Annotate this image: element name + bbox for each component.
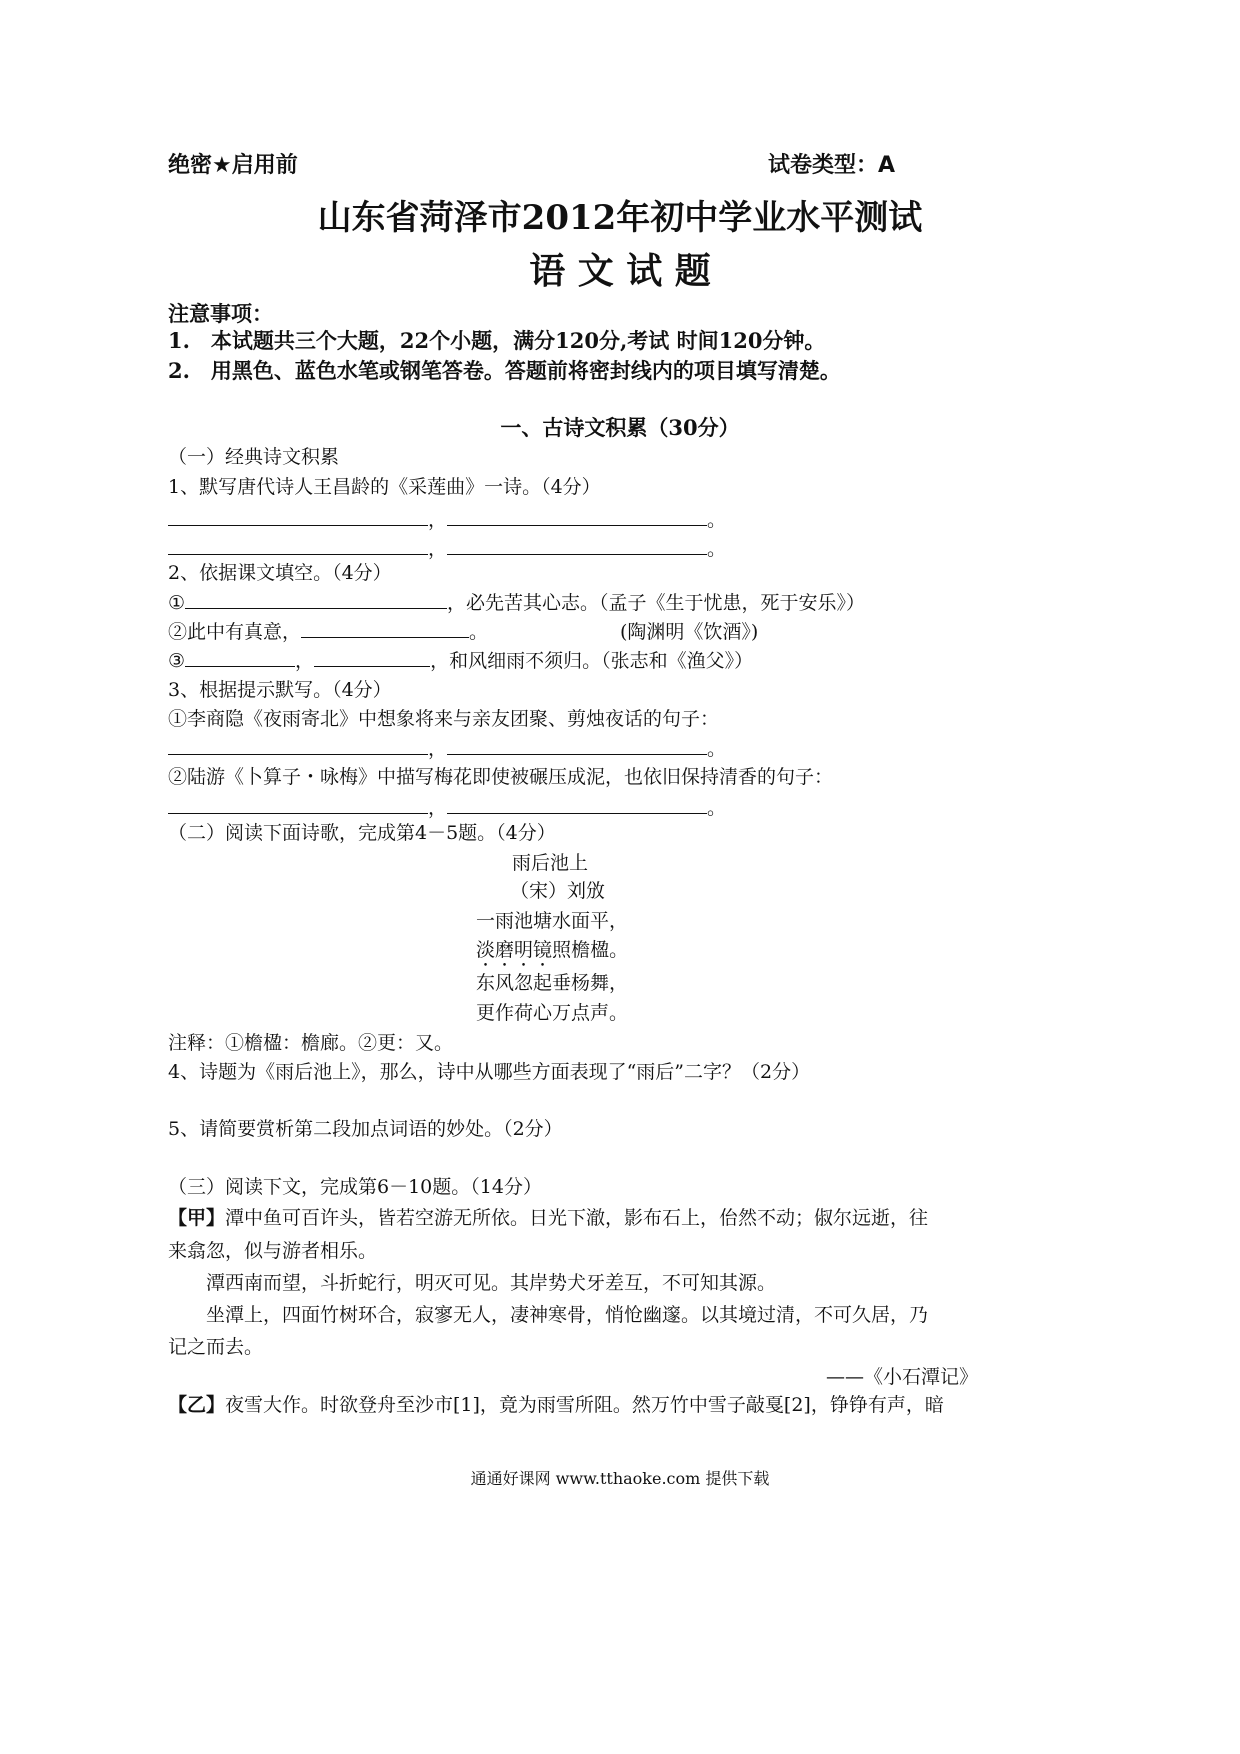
period: 。 [707, 738, 727, 760]
dotted-char: 明 [514, 939, 534, 961]
notice-item-1: 1. 本试题共三个大题，22个小题，满分120分,考试 时间120分钟。 [168, 328, 826, 353]
passage-text: 坐潭上，四面竹树环合，寂寥无人，凄神寒骨，悄怆幽邃。以其境过清，不可久居，乃 [206, 1304, 929, 1326]
notice-heading: 注意事项： [168, 301, 273, 326]
blank [185, 590, 447, 609]
question-3-item-1: ①李商隐《夜雨寄北》中想象将来与亲友团聚、剪烛夜话的句子： [168, 708, 720, 730]
blank [301, 619, 469, 638]
comma: ， [428, 538, 448, 560]
poem-line: 一雨池塘水面平， [476, 910, 629, 932]
blank [168, 507, 428, 526]
poem-line: 更作荷心万点声。 [476, 1002, 629, 1024]
passage-text: 潭中鱼可百许头，皆若空游无所依。日光下澈，影布石上，佁然不动；俶尔远逝，往 [225, 1207, 929, 1229]
comma: ， [428, 509, 448, 531]
poem-line: 东风忽起垂杨舞， [476, 972, 629, 994]
blank [447, 507, 707, 526]
item-number: ③ [168, 650, 186, 672]
section-heading: 一、古诗文积累（30分） [500, 415, 740, 440]
comma: ， [295, 650, 315, 672]
passage-source: ——《小石潭记》 [826, 1366, 979, 1388]
comma: ， [428, 738, 448, 760]
passage-yi-line [168, 1390, 944, 1417]
question-2: 2、依据课文填空。（4分） [168, 562, 392, 584]
blank [447, 536, 707, 555]
comma: ， [428, 797, 448, 819]
item-text: ，必先苦其心志。（孟子《生于忧患，死于安乐》） [447, 592, 866, 614]
question-2-item-2-source: (陶渊明《饮酒》) [620, 621, 759, 643]
item-number: ① [168, 592, 186, 614]
blank [185, 648, 295, 667]
poem-line-rest: 照檐楹。 [552, 939, 629, 961]
blank [168, 536, 428, 555]
passage-label-jia: 【甲】 [168, 1207, 226, 1229]
item-text: ②此中有真意， [168, 621, 302, 643]
question-4: 4、诗题为《雨后池上》，那么，诗中从哪些方面表现了“雨后”二字？（2分） [168, 1061, 811, 1083]
passage-label-yi: 【乙】 [168, 1394, 226, 1416]
question-2-item-2 [168, 617, 488, 644]
passage-text: 潭西南而望，斗折蛇行，明灭可见。其岸势犬牙差互，不可知其源。 [206, 1272, 777, 1294]
poem-line-dotted [476, 935, 628, 962]
item-text: ，和风细雨不须归。（张志和《渔父》） [430, 650, 754, 672]
answer-line [168, 734, 726, 761]
question-1: 1、默写唐代诗人王昌龄的《采莲曲》一诗。（4分） [168, 476, 601, 498]
answer-line [168, 505, 726, 532]
answer-line [168, 793, 726, 820]
question-3-item-2: ②陆游《卜算子・咏梅》中描写梅花即使被碾压成泥，也依旧保持清香的句子： [168, 766, 834, 788]
passage-text: 记之而去。 [168, 1336, 264, 1358]
part-heading: （三）阅读下文，完成第6－10题。（14分） [168, 1176, 542, 1198]
part-heading: （二）阅读下面诗歌，完成第4－5题。（4分） [168, 822, 556, 844]
poem-note: 注释：①檐楹：檐廊。②更：又。 [168, 1032, 454, 1054]
poem-title: 雨后池上 [512, 852, 589, 874]
dotted-char: 淡 [476, 939, 496, 961]
page-title: 山东省菏泽市2012年初中学业水平测试 [317, 198, 923, 238]
period: 。 [469, 621, 489, 643]
notice-item-2: 2. 用黑色、蓝色水笔或钢笔答卷。答题前将密封线内的项目填写清楚。 [168, 358, 841, 383]
question-5: 5、请简要赏析第二段加点词语的妙处。（2分） [168, 1118, 563, 1140]
poem-author: （宋）刘攽 [510, 880, 606, 902]
paper-type: 试卷类型：A [768, 153, 896, 178]
period: 。 [707, 538, 727, 560]
blank [447, 736, 707, 755]
page-subtitle: 语 文 试 题 [529, 250, 711, 292]
answer-line [168, 534, 726, 561]
footer-text: 通通好课网 www.tthaoke.com 提供下载 [470, 1469, 770, 1488]
blank [168, 795, 428, 814]
secret-label: 绝密★启用前 [168, 153, 298, 178]
part-heading: （一）经典诗文积累 [168, 446, 340, 468]
question-2-item-1 [168, 588, 865, 615]
period: 。 [707, 797, 727, 819]
blank [168, 736, 428, 755]
question-2-item-3 [168, 646, 753, 673]
passage-jia-line [168, 1203, 928, 1230]
blank [447, 795, 707, 814]
period: 。 [707, 509, 727, 531]
dotted-char: 镜 [533, 939, 553, 961]
question-3: 3、根据提示默写。（4分） [168, 679, 392, 701]
passage-text: 夜雪大作。时欲登舟至沙市[1]，竟为雨雪所阻。然万竹中雪子敲戛[2]，铮铮有声，暗 [225, 1394, 944, 1416]
blank [314, 648, 430, 667]
passage-text: 来翕忽，似与游者相乐。 [168, 1240, 378, 1262]
dotted-char: 磨 [495, 939, 515, 961]
